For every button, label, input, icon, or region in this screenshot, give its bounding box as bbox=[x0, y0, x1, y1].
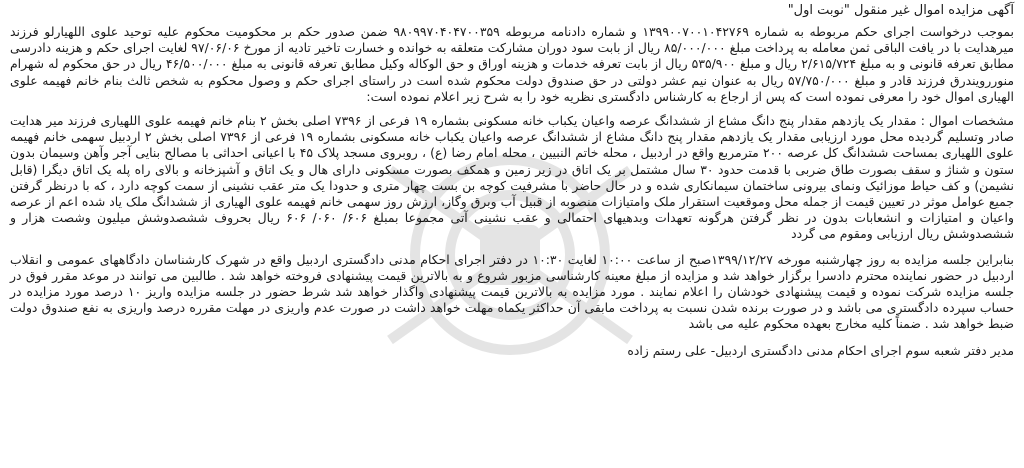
notice-paragraph-property: مشخصات اموال : مقدار یک یازدهم مقدار پنج دانگ مشاع از ششدانگ عرصه واعیان یکباب خانه مسکونی بشماره ۱۹ فرعی از ۷۳۹۶ اصلی بخش ۲ بنام خانم فهیمه علوی اللهیاری فرزند میر هدایت صادر وتسلیم گردیده محل مورد ارزیابی مقدار یک یازدهم مقدار پنج دانگ مشاع از ششدانگ عرصه واعیان یکباب خانه مسکونی بشماره ۱۹ فرعی از ۷۳۹۶ اصلی بخش ۲ اردبیل سهمی خانم فهیمه علوی اللهیاری بمساحت ششدانگ کل عرصه ۲۰۰ مترمربع واقع در اردبیل ، محله خاتم النبیین ، محله امام رضا (ع) ، روبروی مسجد پلاک ۴۵ با اعیانی احداثی با مصالح بنایی آجر وآهن وسیمان بدون ستون و شناژ و سقف بصورت طاق ضربی با قدمت حدود ۳۰ سال مشتمل بر یک اتاق در زیر زمین و همکف بصورت مسکونی دارای هال و یک اتاق و آشپزخانه و بالای راه پله یک اتاق دیگرا (قابل نشیمن) و کف حیاط موزائیک ونمای بیرونی ساختمان سیمانکاری شده و در حال حاضر با مشرفیت کوچه بن بست چهار متری و حدودا یک متر عقب نشینی از سمت کوچه دارد ، که با درنظر گرفتن جمیع عوامل موثر در تعیین قیمت از جمله محل وموقعیت استقرار ملک وامتیازات منصوبه از قبیل آب وبرق وگاز، ارزش روز سهمی خانم فهیمه علوی الهیاری از ششدانگ ملک یاد شده اعم از عرصه واعیان و امتیازات و انشعابات بدون در نظر گرفتن هرگونه تعهدات وبدهیهای احتمالی و عقب نشینی آتی مجموعا بمبلغ ۶۰۶/ ۰۶۰/ ۶۰۶ ریال بحروف ششصدوشش میلیون وشصت هزار و ششصدوشش ریال ارزیابی ومقوم می گردد bbox=[10, 113, 1014, 242]
notice-signature: مدیر دفتر شعبه سوم اجرای احکام مدنی دادگستری اردبیل- علی رستم زاده bbox=[627, 342, 1014, 358]
notice-paragraph-judgment: بموجب درخواست اجرای حکم مربوطه به شماره ۱۳۹۹۰۰۷۰۰۱۰۴۲۷۶۹ و شماره دادنامه مربوطه ۹۸۰۹۹۷۰۴۰۴۷۰۰۳۵۹ ضمن صدور حکم بر محکومیت محکوم علیه توحید علوی اللهیارلو فرزند میرهدایت با در یافت الباقی ثمن معامله به پرداخت مبلغ ۸۵/۰۰۰/۰۰۰ ریال از بابت سود دوران مشارکت متعلقه به خوانده و خسارت تاخیر تادیه از مورخ ۹۷/۰۶/۰۶ لغایت اجرای حکم و هزینه دادرسی مطابق تعرفه قانونی و به مبلغ ۲/۶۱۵/۷۲۴ ریال و مبلغ ۵۳۵/۹۰۰ ریال از بابت تعرفه خدمات و هزینه اوراق و حق الوکاله وکیل مطابق تعرفه قانونی به مبلغ ۴۶/۵۰۰/۰۰۰ ریال در حق محکوم له شهرام منوررویندرق فرزند قادر و مبلغ ۵۷/۷۵۰/۰۰۰ ریال به عنوان نیم عشر دولتی در حق صندوق دولت محکوم شده است در راستای اجرای حکم و وصول محکوم به شخص ثالث بنام خانم فهیمه علوی الهیاری اموال خود را معرفی نموده است که پس از ارجاع به کارشناس دادگستری نظریه خود را به شرح زیر اعلام نموده است: bbox=[10, 24, 1014, 104]
notice-paragraph-auction: بنابراین جلسه مزایده به روز چهارشنبه مورخه ۱۳۹۹/۱۲/۲۷صبح از ساعت ۱۰:۰۰ لغایت ۱۰:۳۰ در دفتر اجرای احکام مدنی دادگستری اردبیل واقع در شهرک کارشناسان دادگاههای عمومی و انقلاب اردبیل در حضور نماینده محترم دادسرا برگزار خواهد شد و مزایده از مبلغ معینه کارشناسی مزبور شروع و به بالاترین قیمت پیشنهادی فروخته خواهد شد . طالبین می توانند در موعد مقرر فوق در جلسه مزایده شرکت نموده و قیمت پیشنهادی خودشان را اعلام نمایند . مورد مزایده به بالاترین قیمت پیشنهادی واگذار خواهد شد شرط حضور در جلسه مزایده واریز ۱۰ درصد مورد مزایده در حساب سپرده دادگستری می باشد و در صورت برنده شدن نسبت به پرداخت مابقی آن حداکثر یکماه مهلت خواهد داشت در صورت عدم واریزی در مهلت مقرره درصد واریزی به نفع صندوق دولت ضبط خواهد شد . ضمناً کلیه مخارج بعهده محکوم علیه می باشد bbox=[10, 251, 1015, 332]
notice-title: آگهی مزایده اموال غیر منقول "نوبت اول" bbox=[787, 3, 1014, 18]
